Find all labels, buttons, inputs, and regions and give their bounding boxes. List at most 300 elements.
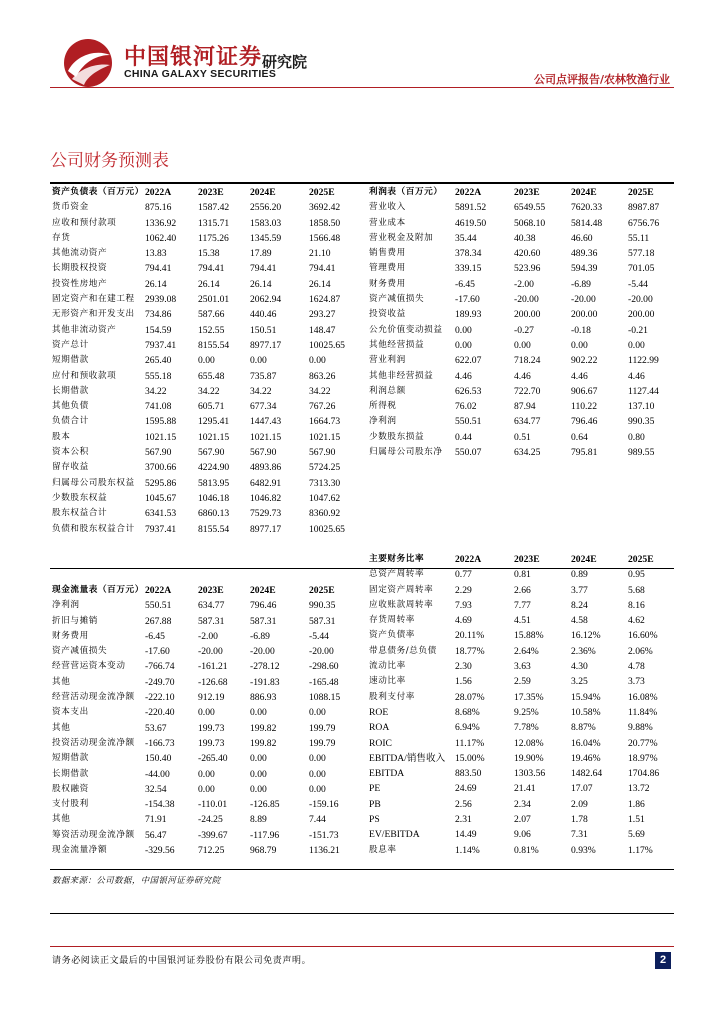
column-header: 2024E [250,187,276,198]
cell-value: 5814.48 [571,217,603,229]
cell-value: -159.16 [309,799,339,811]
row-label: ROIC [369,737,392,749]
cell-value: 6549.55 [514,202,546,214]
row-label: 存货周转率 [369,615,415,626]
row-label: 资本公积 [52,447,89,458]
cell-value: 0.00 [198,707,215,719]
table-row [369,628,674,643]
table-row [369,766,674,781]
table-row [52,323,352,338]
cell-value: 0.44 [455,431,472,443]
cell-value: 7.93 [455,599,472,611]
column-header: 2023E [198,585,224,596]
row-label: EV/EBITDA [369,829,420,841]
table-row [369,583,674,598]
cell-value: 17.35% [514,691,544,703]
cell-value: 200.00 [571,309,598,321]
table-row [52,430,352,445]
table-top-rule [50,182,674,184]
cell-value: 11.17% [455,737,485,749]
cell-value: 2501.01 [198,294,230,306]
cell-value: 1021.15 [250,431,282,443]
cell-value: 1136.21 [309,845,340,857]
column-header: 2022A [145,585,172,596]
cell-value: -278.12 [250,661,280,673]
row-label: PS [369,814,380,826]
row-label: 筹资活动现金流净额 [52,829,135,840]
row-label: 短期借款 [52,753,89,764]
row-label: 其他非流动资产 [52,324,117,335]
cell-value: 3.73 [628,676,645,688]
cell-value: 76.02 [455,401,477,413]
cell-value: -126.68 [198,676,228,688]
cash-flow-table [52,583,352,858]
row-label: PE [369,783,381,795]
cell-value: 7620.33 [571,202,603,214]
table-row [369,246,674,261]
column-header: 2025E [309,585,335,596]
cell-value: 0.00 [309,355,326,367]
cell-value: 21.41 [514,783,536,795]
cell-value: 7.78% [514,722,539,734]
cell-value: 16.08% [628,691,658,703]
cell-value: 200.00 [514,309,541,321]
cell-value: 87.94 [514,401,536,413]
row-label: 应收和预付款项 [52,217,117,228]
brand-english-name: CHINA GALAXY SECURITIES [124,68,277,80]
row-label: 所得税 [369,401,397,412]
cell-value: 626.53 [455,385,482,397]
cell-value: 902.22 [571,355,598,367]
cell-value: 440.46 [250,309,277,321]
row-label: 股本 [52,431,71,442]
cell-value: 2.07 [514,814,531,826]
cell-value: 5.68 [628,584,645,596]
cell-value: 150.40 [145,753,172,765]
cell-value: 199.82 [250,722,277,734]
cell-value: 0.81% [514,844,539,856]
table-row [52,231,352,246]
table-row [52,522,352,537]
table-row [369,751,674,766]
cell-value: 567.90 [250,447,277,459]
cell-value: 0.00 [250,355,267,367]
cell-value: 200.00 [628,309,655,321]
cell-value: -44.00 [145,768,170,780]
cell-value: 1045.67 [145,492,177,504]
cell-value: 1046.82 [250,492,282,504]
cell-value: 199.73 [198,722,225,734]
cell-value: 1.78 [571,814,588,826]
table-row [52,675,352,690]
table-title: 资产负债表（百万元） [52,187,144,197]
table-row [52,292,352,307]
cell-value: 8987.87 [628,202,660,214]
cell-value: 150.51 [250,324,277,336]
row-label: 公允价值变动损益 [369,324,443,335]
cell-value: 795.81 [571,447,598,459]
cell-value: 6.94% [455,722,480,734]
row-label: 流动比率 [369,661,406,672]
cell-value: 9.88% [628,722,653,734]
cell-value: 26.14 [250,278,272,290]
cell-value: 990.35 [309,600,336,612]
table-bottom-rule [50,869,674,870]
table-header-row [369,552,674,567]
cell-value: 587.31 [250,615,277,627]
table-header-row [52,583,352,598]
cell-value: -265.40 [198,753,228,765]
table-row [369,384,674,399]
cell-value: 634.77 [514,416,541,428]
cell-value: 1587.42 [198,202,230,214]
column-header: 2022A [145,187,172,198]
source-bottom-rule [50,913,674,914]
cell-value: 199.79 [309,737,336,749]
cell-value: 5295.86 [145,477,177,489]
cell-value: 11.84% [628,706,658,718]
cell-value: 605.71 [198,401,225,413]
row-label: 长期借款 [52,385,89,396]
cell-value: 293.27 [309,309,336,321]
cell-value: 767.26 [309,401,336,413]
table-row [52,828,352,843]
cell-value: 1062.40 [145,232,177,244]
disclaimer: 请务必阅读正文最后的中国银河证券股份有限公司免责声明。 [52,956,312,966]
table-row [52,414,352,429]
cell-value: 794.41 [250,263,277,275]
cell-value: 0.77 [455,569,472,581]
cell-value: 1088.15 [309,692,341,704]
cell-value: 0.93% [571,844,596,856]
table-header-row [52,185,352,200]
cell-value: 110.22 [571,401,598,413]
cell-value: 0.00 [309,753,326,765]
row-label: 负债合计 [52,416,89,427]
row-label: 其他 [52,814,71,825]
cell-value: 794.41 [145,263,172,275]
column-header: 2022A [455,554,482,565]
row-label: 股利支付率 [369,691,415,702]
table-row [52,277,352,292]
cell-value: 577.18 [628,248,655,260]
row-label: 资本支出 [52,707,89,718]
cell-value: 6756.76 [628,217,660,229]
cell-value: 152.55 [198,324,225,336]
cell-value: 712.25 [198,845,225,857]
cell-value: -5.44 [309,630,329,642]
cell-value: 10025.65 [309,339,345,351]
cell-value: 1345.59 [250,232,282,244]
cell-value: 567.90 [198,447,225,459]
row-label: 财务费用 [52,630,89,641]
cell-value: 3.77 [571,584,588,596]
cell-value: 9.25% [514,706,539,718]
row-label: 短期借款 [52,355,89,366]
cell-value: -0.27 [514,324,534,336]
cell-value: 0.00 [309,783,326,795]
cell-value: 8360.92 [309,508,341,520]
cell-value: 13.72 [628,783,650,795]
cell-value: 489.36 [571,248,598,260]
table-row [369,445,674,460]
table-row [369,659,674,674]
cell-value: 8.89 [250,814,267,826]
table-row [52,629,352,644]
table-row [52,690,352,705]
cell-value: -154.38 [145,799,175,811]
cell-value: -220.40 [145,707,175,719]
row-label: 现金流量净额 [52,845,108,856]
cell-value: 4.46 [514,370,531,382]
cell-value: 378.34 [455,248,482,260]
cell-value: -110.01 [198,799,228,811]
table-row [369,369,674,384]
cell-value: 8155.54 [198,339,230,351]
table-row [369,827,674,842]
table-row [52,644,352,659]
row-label: EBITDA/销售收入 [369,752,446,764]
cell-value: 1566.48 [309,232,341,244]
column-header: 2023E [514,554,540,565]
cell-value: 40.38 [514,232,536,244]
cell-value: 4.46 [571,370,588,382]
cell-value: 0.00 [455,324,472,336]
cell-value: 1624.87 [309,294,341,306]
column-header: 2023E [514,187,540,198]
row-label: 资产减值损失 [369,294,425,305]
cell-value: 16.60% [628,630,658,642]
table-row [369,277,674,292]
row-label: 其他经营损益 [369,339,425,350]
cell-value: -17.60 [455,294,480,306]
cell-value: 906.67 [571,385,598,397]
row-label: 利润总额 [369,385,406,396]
cell-value: -20.00 [250,646,275,658]
table-row [369,261,674,276]
cell-value: 17.07 [571,783,593,795]
row-label: 净利润 [52,600,80,611]
cell-value: 4.46 [628,370,645,382]
table-row [369,292,674,307]
table-row [52,659,352,674]
cell-value: 53.67 [145,722,167,734]
cell-value: 912.19 [198,692,225,704]
row-label: 归属母公司股东净 [369,447,443,458]
table-row [52,736,352,751]
table-row [369,353,674,368]
cell-value: 2.31 [455,814,472,826]
cell-value: 0.00 [514,339,531,351]
row-label: 经营活动现金流净额 [52,692,135,703]
row-label: 长期借款 [52,768,89,779]
row-label: 归属母公司股东权益 [52,477,135,488]
table-row [369,323,674,338]
table-row [369,598,674,613]
cell-value: 420.60 [514,248,541,260]
row-label: 其他 [52,722,71,733]
cell-value: 8977.17 [250,339,282,351]
footer-divider [50,946,674,947]
cell-value: 0.00 [628,339,645,351]
header-divider [50,87,674,88]
row-label: 资产负债率 [369,630,415,641]
cell-value: 265.40 [145,355,172,367]
cell-value: 550.51 [145,600,172,612]
cell-value: 1021.15 [309,431,341,443]
table-row [52,353,352,368]
table-row [369,414,674,429]
cell-value: -165.48 [309,676,339,688]
cell-value: -766.74 [145,661,175,673]
table-title: 主要财务比率 [369,554,425,564]
cell-value: 1295.41 [198,416,230,428]
cell-value: 8.87% [571,722,596,734]
brand-chinese-name: 中国银河证券 [124,45,263,70]
cell-value: 34.22 [198,385,220,397]
cell-value: -151.73 [309,829,339,841]
row-label: 资产总计 [52,339,89,350]
cell-value: 46.60 [571,232,593,244]
cell-value: 968.79 [250,845,277,857]
cell-value: 1046.18 [198,492,230,504]
cell-value: 0.00 [309,707,326,719]
cell-value: 10025.65 [309,523,345,535]
row-label: 其他负债 [52,401,89,412]
cell-value: -2.00 [198,630,218,642]
table-row [52,751,352,766]
cell-value: 16.12% [571,630,601,642]
cell-value: 0.00 [309,768,326,780]
cell-value: 0.89 [571,569,588,581]
cell-value: 15.94% [571,691,601,703]
cell-value: 2.09 [571,798,588,810]
cell-value: 13.83 [145,248,167,260]
table-row [52,797,352,812]
row-label: 货币资金 [52,202,89,213]
cell-value: 677.34 [250,401,277,413]
cell-value: 21.10 [309,248,331,260]
cell-value: 28.07% [455,691,485,703]
cell-value: 1.17% [628,844,653,856]
cell-value: 1.56 [455,676,472,688]
row-label: 销售费用 [369,248,406,259]
cell-value: 1122.99 [628,355,659,367]
cell-value: 0.51 [514,431,531,443]
cell-value: 1336.92 [145,217,177,229]
row-label: 营业成本 [369,217,406,228]
row-label: 股东权益合计 [52,508,108,519]
row-label: 无形资产和开发支出 [52,309,135,320]
cell-value: 2556.20 [250,202,282,214]
cell-value: 0.00 [198,783,215,795]
cell-value: 34.22 [309,385,331,397]
table-row [369,720,674,735]
cell-value: 56.47 [145,829,167,841]
table-row [52,721,352,736]
balance-sheet-table [52,185,352,537]
table-title: 利润表（百万元） [369,187,443,197]
cell-value: 1303.56 [514,768,546,780]
cell-value: 550.07 [455,447,482,459]
row-label: 其他流动资产 [52,248,108,259]
row-label: 营业收入 [369,202,406,213]
cell-value: 1127.44 [628,385,659,397]
row-label: 财务费用 [369,278,406,289]
table-row [369,797,674,812]
cell-value: 1858.50 [309,217,341,229]
cell-value: 622.07 [455,355,482,367]
cell-value: 0.00 [571,339,588,351]
cell-value: 4.69 [455,615,472,627]
cell-value: 989.55 [628,447,655,459]
cell-value: -6.45 [145,630,165,642]
column-header: 2024E [250,585,276,596]
cell-value: 655.48 [198,370,225,382]
cell-value: 17.89 [250,248,272,260]
cell-value: 32.54 [145,783,167,795]
cell-value: 8.68% [455,706,480,718]
table-row [52,476,352,491]
cell-value: 0.00 [455,339,472,351]
column-header: 2023E [198,187,224,198]
cell-value: -24.25 [198,814,223,826]
cell-value: 7.44 [309,814,326,826]
table-title: 现金流量表（百万元） [52,585,144,595]
table-row [52,812,352,827]
row-label: 留存收益 [52,462,89,473]
cell-value: -6.45 [455,278,475,290]
table-row [369,338,674,353]
cell-value: 1315.71 [198,217,230,229]
cell-value: 26.14 [198,278,220,290]
table-row [369,307,674,322]
cell-value: 587.31 [198,615,225,627]
table-row [52,307,352,322]
column-header: 2024E [571,554,597,565]
table-row [52,491,352,506]
cell-value: 199.73 [198,737,225,749]
table-row [52,200,352,215]
cell-value: 18.97% [628,752,658,764]
row-label: 股息率 [369,844,397,855]
cell-value: -249.70 [145,676,175,688]
table-row [369,216,674,231]
cell-value: 1482.64 [571,768,603,780]
cell-value: 6341.53 [145,508,177,520]
cell-value: 3.25 [571,676,588,688]
cell-value: 26.14 [309,278,331,290]
row-label: 总资产周转率 [369,569,425,580]
cell-value: 6482.91 [250,477,282,489]
cell-value: 587.31 [309,615,336,627]
cell-value: 2.59 [514,676,531,688]
table-row [369,674,674,689]
cell-value: 15.00% [455,752,485,764]
cell-value: 863.26 [309,370,336,382]
cell-value: 267.88 [145,615,172,627]
row-label: ROE [369,706,389,718]
column-header: 2024E [571,187,597,198]
cell-value: -2.00 [514,278,534,290]
cell-value: -20.00 [514,294,539,306]
cell-value: 137.10 [628,401,655,413]
cell-value: -222.10 [145,692,175,704]
cell-value: 718.24 [514,355,541,367]
cell-value: 7313.30 [309,477,341,489]
cell-value: 0.00 [250,753,267,765]
cell-value: 0.95 [628,569,645,581]
